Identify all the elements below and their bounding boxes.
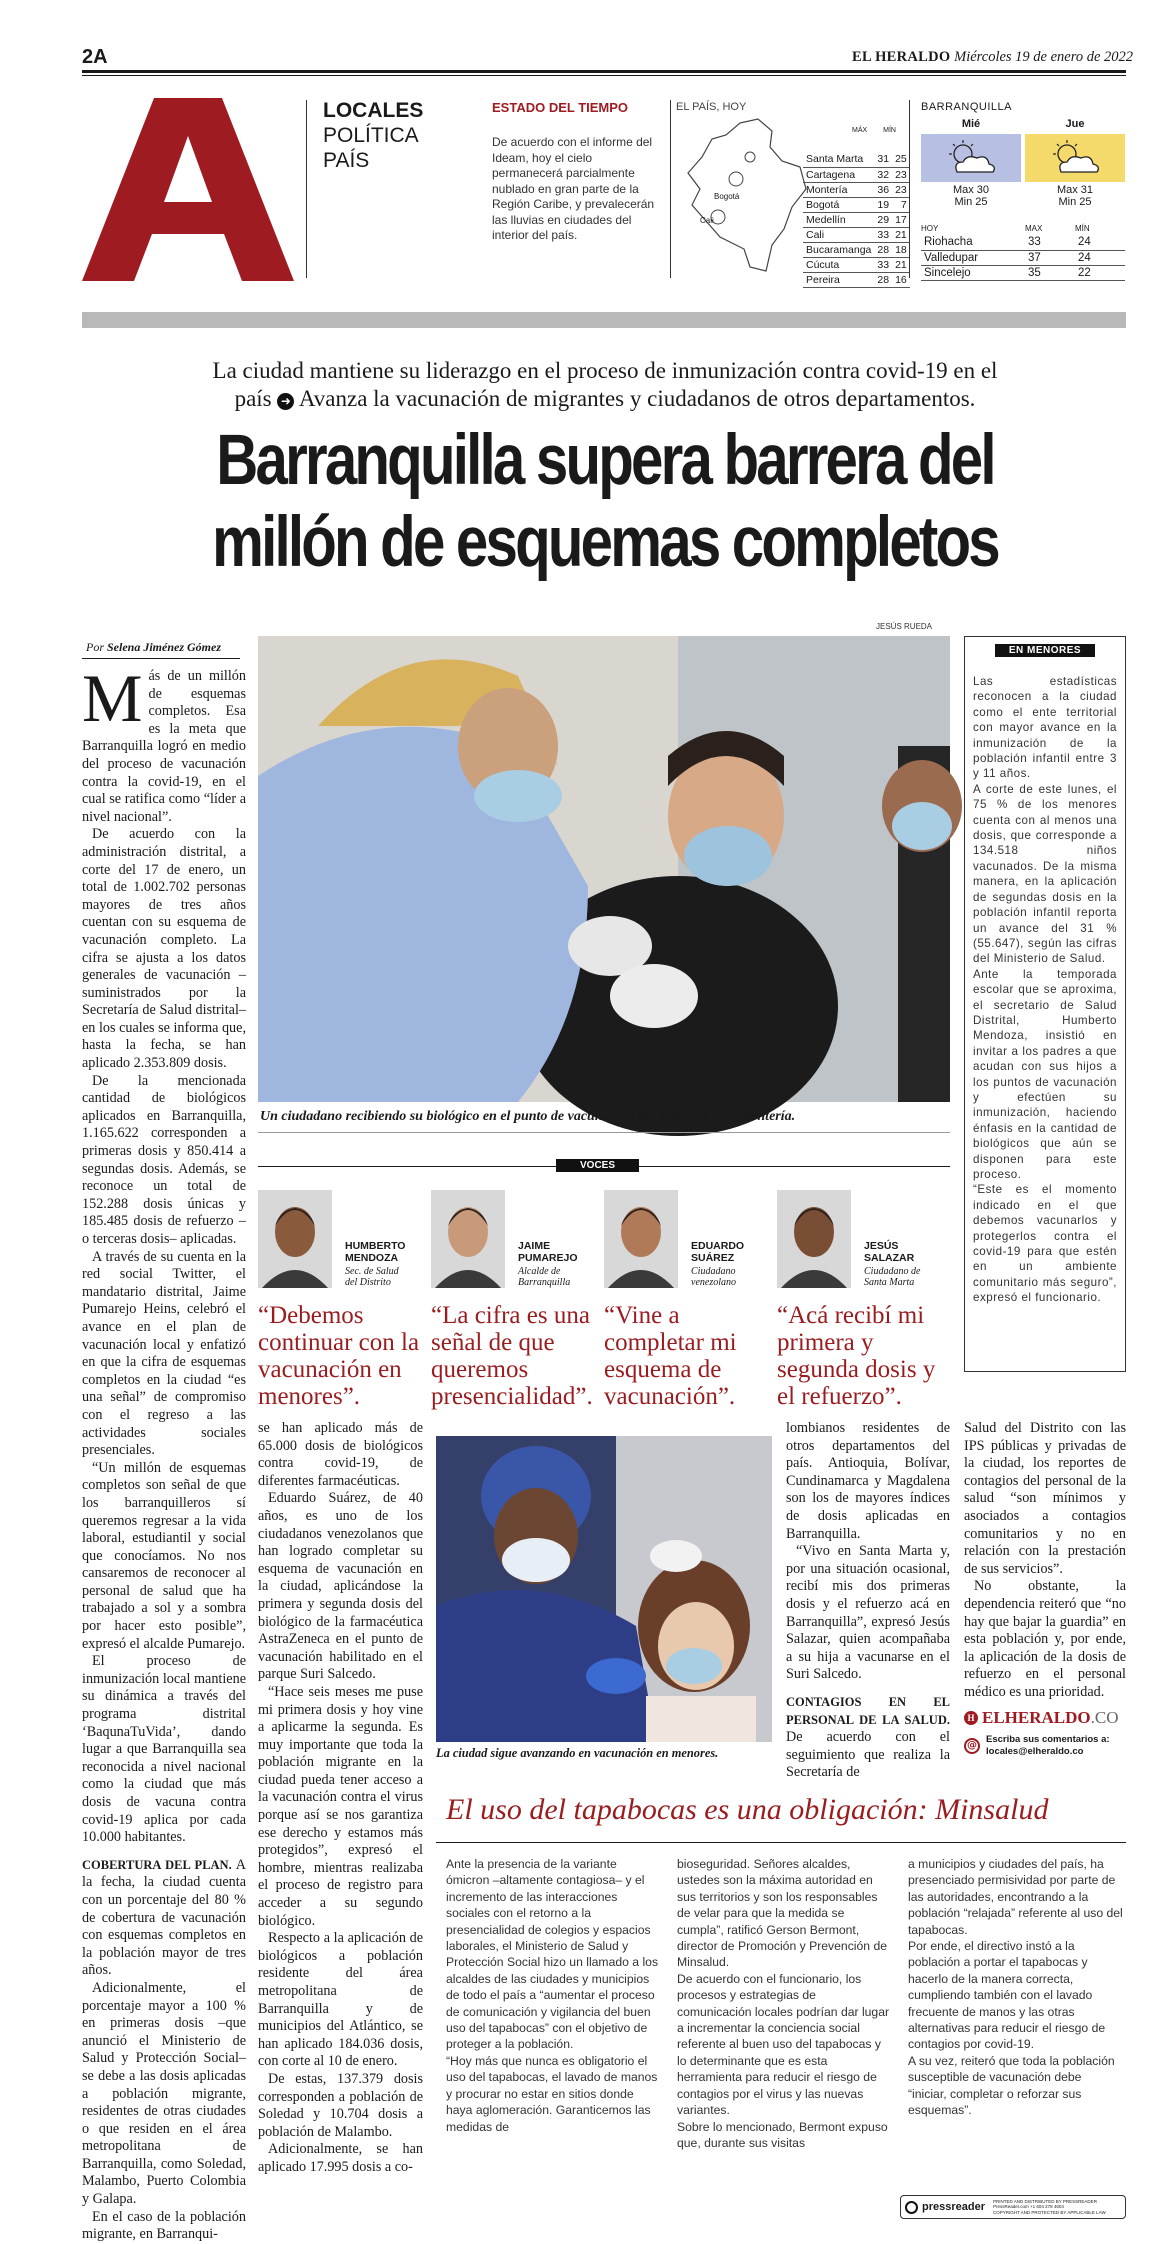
tapabocas-paragraph: a municipios y ciudades del país, ha presenciado permisividad por parte de las autoridades, encontrando a la población “relajada” referente al uso del tapabocas. (908, 1857, 1123, 1937)
voz-portrait (258, 1190, 332, 1288)
voz-last-name: SALAZAR (864, 1252, 915, 1264)
paper-name: EL HERALDO (852, 49, 951, 65)
subhead-paragraph (82, 1857, 246, 1980)
forecast-day-panel (921, 134, 1021, 182)
top-rule (82, 70, 1126, 73)
section-pais: PAÍS (323, 149, 370, 172)
tapabocas-paragraph: De acuerdo con el funcionario, los procesos y estrategias de comunicación locales podrían dar lugar a incrementar la conciencia social referente al buen uso del tapabocas y lo determinante que es esta herramienta para reducir el riesgo de contagios por el virus y las nuevas variantes. (677, 1971, 890, 2118)
voz-role-line-2: Barranquilla (518, 1277, 571, 1288)
city-row (803, 272, 910, 287)
vaccination-scene-illustration (258, 636, 950, 1102)
kicker (100, 357, 1110, 413)
city-max: 28 (874, 242, 892, 257)
regional-row (921, 250, 1125, 265)
city-name: Cúcuta (803, 257, 874, 272)
voz-name (345, 1240, 405, 1264)
regional-table-header (921, 224, 1125, 233)
tapabocas-paragraph: Por ende, el directivo instó a la población a portar el tapabocas y hacerlo de la manera correcta, cumpliendo también con el lavado frecuente de manos y las otras alternativas para reducir el riesgo de contagios por covid-19. (908, 1939, 1106, 2052)
voces-title: VOCES (556, 1159, 639, 1172)
city-min: 7 (892, 197, 910, 212)
promo-contact-row (964, 1734, 1126, 1758)
article-column-1 (82, 660, 247, 2243)
city-row (803, 152, 910, 167)
portrait-illustration (777, 1190, 851, 1288)
city-row (803, 227, 910, 242)
body-paragraph: Adicionalmente, se han aplicado 17.995 dosis a co- (258, 2141, 423, 2175)
body-paragraph: Adicionalmente, el porcentaje mayor a 100 % en primeras dosis –que anunció el Ministerio de Salud y Protección Social– se debe a las dosis aplicadas a población migrante, residentes de otras ciudades o que residen en el área metropolitana de Barranquilla, como Soledad, Malambo, Puerto Colombia y Galapa. (82, 1979, 246, 2208)
city-max: 29 (874, 212, 892, 227)
section-list (323, 98, 423, 173)
body-paragraph: El proceso de inmunización local mantiene su dinámica a través del programa distrital ‘BaqunaTuVida’, dando lugar a que Barranquilla sea reconocida a nivel nacional como la ciudad que más dosis de vacuna contra covid-19 aplica por cada 10.000 habitantes. (82, 1653, 246, 1846)
legal-line-3: COPYRIGHT AND PROTECTED BY APPLICABLE LAW (993, 2209, 1106, 2215)
city-row (803, 197, 910, 212)
pressreader-legal (993, 2199, 1106, 2216)
second-photo (436, 1436, 772, 1742)
city-name: Montería (803, 182, 874, 197)
voz-role (345, 1266, 399, 1288)
voz-last-name: MENDOZA (345, 1252, 399, 1264)
forecast-day-panel (1025, 134, 1125, 182)
promo-brand-row (964, 1708, 1126, 1728)
voz-quote: “Debemos continuar con la vacunación en menores”. (258, 1302, 420, 1410)
regional-min: 22 (1075, 265, 1125, 280)
city-name: Bogotá (803, 197, 874, 212)
arrow-circle-icon: ➜ (277, 393, 294, 410)
lead-text: ás de un millón de esquemas completos. Esa es la meta que Barranquilla logró en medio del proceso de vacunación contra la covid-19, en el cual se ratifica como “líder a nivel nacional”. (82, 668, 246, 825)
body-paragraph: “Un millón de esquemas completos son señal de que los barranquilleros sí queremos regresar a la vida laboral, estudiantil y social que conocíamos. No nos cansaremos de reconocer al personal de salud que ha trabajado a sol y a sombra por hacer esto posible”, expresó el alcalde Pumarejo. (82, 1459, 246, 1652)
voz-role-line-2: del Distrito (345, 1277, 391, 1288)
body-paragraph: Respecto a la aplicación de biológicos a población residente del área metropolitana de Barranquilla y de municipios del Atlántico, se han aplicado 184.036 dosis, con corte al 10 de enero. (258, 1930, 423, 2070)
voz-portrait (604, 1190, 678, 1288)
headline-line-1: Barranquilla supera barrera del (216, 421, 994, 500)
weather-divider (670, 100, 671, 278)
col-max: MÁX (852, 127, 868, 134)
promo-box (964, 1708, 1126, 1768)
city-row (803, 167, 910, 182)
byline-rule (82, 658, 240, 659)
kicker-line-2 (100, 385, 1110, 413)
body-paragraph: No obstante, la dependencia reiteró que “no hay que bajar la guardia” en esta población y, por ende, la aplicación de la dosis de refuerzo en el personal médico es una prioridad. (964, 1578, 1126, 1700)
city-table-header (852, 127, 896, 134)
headline-line-2: millón de esquemas completos (212, 503, 998, 582)
partly-cloudy-icon (943, 140, 999, 176)
portrait-illustration (431, 1190, 505, 1288)
city-min: 18 (892, 242, 910, 257)
body-paragraph: Eduardo Suárez, de 40 años, es uno de los ciudadanos venezolanos que han logrado completar su esquema de vacunación en la ciudad, aplicándose la primera y segunda dosis del biológico de la farmacéutica AstraZeneca en el punto de vacunación habilitado en el parque Suri Salcedo. (258, 1490, 423, 1683)
sidebar-paragraph: A corte de este lunes, el 75 % de los menores cuenta con al menos una dosis, que corresponde a 134.518 niños vacunados. De la misma manera, en la aplicación de segundas dosis en la población infantil reporta un avance del 31 % (55.647), según las cifras del Ministerio de Salud. (973, 782, 1117, 966)
subhead-contagios: CONTAGIOS EN EL PERSONAL DE LA SALUD. (786, 1694, 950, 1727)
voz-first-name: HUMBERTO (345, 1240, 406, 1252)
city-row (803, 257, 910, 272)
page-number: 2A (82, 46, 108, 68)
voz-portrait (777, 1190, 851, 1288)
subhead-text: A la fecha, la ciudad cuenta con un porcentaje del 80 % de cobertura de vacunación con esquemas completos en la población mayor de tres años. (82, 1856, 247, 1979)
body-paragraph: De estas, 137.379 dosis corresponden a población de Soledad y 10.704 dosis a población de Malambo. (258, 2070, 423, 2140)
weather-divider-2 (909, 100, 910, 278)
subhead-paragraph (786, 1694, 950, 1782)
forecast-max: Max 30 (952, 184, 990, 196)
tapabocas-column-2 (677, 1856, 892, 2151)
byline-prefix: Por (86, 640, 104, 654)
section-divider (306, 100, 307, 278)
city-min: 21 (892, 227, 910, 242)
regional-max: 35 (1025, 265, 1075, 280)
article-column-2 (258, 1420, 423, 2200)
regional-temperature-table (921, 235, 1125, 281)
city-name: Santa Marta (803, 152, 874, 167)
city-name: Cali (803, 227, 874, 242)
city-max: 36 (874, 182, 892, 197)
city-table (803, 152, 907, 288)
tapabocas-paragraph: Ante la presencia de la variante ómicron –altamente contagiosa– y el incremento de las interacciones sociales con el retorno a la presencialidad de colegios y espacios laborales, el Ministerio de Salud y Protección Social hizo un llamado a los alcaldes de las ciudades y municipios de todo el país a “aumentar el proceso de comunicación y vigilancia del buen uso del tapabocas” con el objetivo de proteger a la población. (446, 1857, 659, 2052)
photo-credit: JESÚS RUEDA (876, 622, 933, 631)
voz-role (691, 1266, 736, 1288)
pressreader-footer (900, 2195, 1126, 2219)
subhead-cobertura: COBERTURA DEL PLAN. (82, 1857, 232, 1872)
city-row (803, 242, 910, 257)
promo-brand-name: ELHERALDO (982, 1708, 1091, 1727)
voz-first-name: JAIME (518, 1240, 551, 1252)
tapabocas-headline: El uso del tapabocas es una obligación: Minsalud (446, 1793, 1049, 1826)
kicker-country: país (234, 386, 272, 411)
subhead-text: De acuerdo con el seguimiento que realiza la Secretaría de (786, 1729, 950, 1781)
forecast-max: Max 31 (1056, 184, 1094, 196)
portrait-illustration (258, 1190, 332, 1288)
portrait-illustration (604, 1190, 678, 1288)
headline (191, 420, 1019, 584)
regional-min: 24 (1075, 250, 1125, 265)
city-max: 28 (874, 272, 892, 287)
forecast-day-label: Jue (1065, 118, 1085, 130)
promo-line-1: Escriba sus comentarios a: (986, 1734, 1110, 1745)
regional-city: Valledupar (921, 250, 1025, 265)
voz-quote: “La cifra es una señal de que queremos presencialidad”. (431, 1302, 593, 1410)
regional-city: Sincelejo (921, 265, 1025, 280)
local-title: BARRANQUILLA (921, 101, 1012, 113)
kicker-subline: Avanza la vacunación de migrantes y ciudadanos de otros departamentos. (298, 386, 976, 411)
city-name: Cartagena (803, 167, 874, 182)
city-max: 31 (874, 152, 892, 167)
voz-role (518, 1266, 570, 1288)
city-name: Bucaramanga (803, 242, 874, 257)
regional-min: 24 (1075, 235, 1125, 250)
promo-brand[interactable] (982, 1708, 1119, 1728)
weather-title: ESTADO DEL TIEMPO (492, 100, 629, 115)
forecast-day (1025, 118, 1125, 208)
section-letter-a (82, 98, 294, 281)
hoy-min: MÍN (1075, 224, 1090, 233)
body-paragraph: En el caso de la población migrante, en Barranqui- (82, 2208, 246, 2243)
regional-city: Riohacha (921, 235, 1025, 250)
tapabocas-paragraph: A su vez, reiteró que toda la población susceptible de vacunación debe “iniciar, completar o reforzar sus esquemas”. (908, 2053, 1115, 2118)
child-vaccination-illustration (436, 1436, 772, 1742)
city-name: Pereira (803, 272, 874, 287)
city-min: 17 (892, 212, 910, 227)
city-min: 16 (892, 272, 910, 287)
masthead-bottom-bar (82, 312, 1126, 328)
voz-first-name: JESÚS (864, 1240, 899, 1252)
byline (86, 640, 221, 655)
voz-first-name: EDUARDO (691, 1240, 745, 1252)
body-paragraph: A través de su cuenta en la red social Twitter, el mandatario distrital, Jaime Pumarejo Heins, celebró el avance en el plan de vacunación local y enfatizó en que la cifra de esquemas completos en la ciudad “es una señal” de compromiso con el regreso a las actividades sociales presenciales. (82, 1248, 246, 1459)
regional-row (921, 265, 1125, 280)
voz-portrait (431, 1190, 505, 1288)
country-label: EL PAÍS, HOY (676, 101, 747, 113)
tapabocas-column-3 (908, 1856, 1123, 2119)
issue-date: Miércoles 19 de enero de 2022 (954, 49, 1134, 65)
tapabocas-rule (436, 1842, 1126, 1843)
legal-line-1: PRINTED AND DISTRIBUTED BY PRESSREADER (993, 2198, 1097, 2204)
byline-name: Selena Jiménez Gómez (107, 640, 221, 654)
sidebar-box (964, 636, 1126, 1372)
sidebar-title: EN MENORES (995, 644, 1095, 657)
city-max: 33 (874, 257, 892, 272)
body-paragraph: De la mencionada cantidad de biológicos aplicados en Barranquilla, 1.165.622 corresponden a primeras dosis y 850.414 a segundas dosis. Además, se reconoce un total de 152.288 dosis únicas y 185.485 dosis de refuerzo –o terceras dosis– aplicadas. (82, 1072, 246, 1247)
voz-name (518, 1240, 578, 1264)
hoy-max: MAX (1025, 224, 1043, 233)
city-max: 33 (874, 227, 892, 242)
article-column-4 (964, 1420, 1126, 1710)
map-label-bogota: Bogotá (714, 192, 740, 201)
map-label-cali: Cali (700, 216, 714, 225)
city-temperature-table (803, 152, 910, 288)
city-row (803, 212, 910, 227)
pressreader-brand: pressreader (922, 2201, 985, 2213)
promo-email[interactable]: locales@elheraldo.co (986, 1746, 1084, 1757)
forecast-min: Min 25 (1058, 196, 1092, 208)
body-paragraph: “Hace seis meses me puse mi primera dosis y hoy vine a aplicarme la segunda. Es muy importante que toda la población migrante en la ciudad pueda tener acceso a la vacunación contra el virus porque así se nos garantiza ese derecho y estamos más protegidos”, expresó el hombre, mientras realizaba el proceso de registro para acceder a su segundo biológico. (258, 1683, 423, 1929)
voz-name (864, 1240, 914, 1264)
voz-quote: “Vine a completar mi esquema de vacunación”. (604, 1302, 737, 1410)
promo-brand-suffix: .CO (1090, 1708, 1119, 1727)
col-min: MÍN (883, 127, 896, 134)
main-caption: Un ciudadano recibiendo su biológico en el punto de vacunación del estadio Edgar Rentería. (260, 1109, 796, 1124)
regional-row (921, 235, 1125, 250)
regional-max: 33 (1025, 235, 1075, 250)
voz-last-name: SUÁREZ (691, 1252, 735, 1264)
lead-paragraph (82, 660, 246, 826)
city-max: 32 (874, 167, 892, 182)
second-caption: La ciudad sigue avanzando en vacunación en menores. (436, 1746, 719, 1760)
sidebar-paragraph: Las estadísticas reconocen a la ciudad como el ente territorial con mayor avance en la inmunización de la población infantil entre 3 y 11 años. (973, 675, 1117, 781)
city-max: 19 (874, 197, 892, 212)
kicker-line-1: La ciudad mantiene su liderazgo en el proceso de inmunización contra covid-19 en el (212, 358, 998, 383)
pressreader-logo-icon (905, 2201, 918, 2214)
voz-role (864, 1266, 920, 1288)
at-icon: @ (964, 1738, 980, 1754)
hoy-label: HOY (921, 224, 939, 233)
regional-table-wrap (921, 235, 1125, 281)
body-paragraph: De acuerdo con la administración distrital, a corte del 17 de enero, un total de 1.002.702 personas mayores de tres años cuentan con su esquema de vacunación completo. La cifra se ajusta a los datos generales de vacunación –suministrados por la Secretaría de Salud distrital– en los cuales se informa que, hasta la fecha, se han aplicado 2.353.809 dosis. (82, 826, 246, 1072)
tapabocas-paragraph: “Hoy más que nunca es obligatorio el uso del tapabocas, el lavado de manos y procurar no estar en sitios donde haya aglomeración. Garanticemos las medidas de (446, 2053, 658, 2134)
city-min: 25 (892, 152, 910, 167)
voz-role-line-1: Ciudadano de (864, 1266, 921, 1277)
voz-name (691, 1240, 744, 1264)
tapabocas-paragraph: Sobre lo mencionado, Bermont expuso que, durante sus visitas (677, 2119, 888, 2150)
caption-rule (258, 1132, 950, 1133)
section-politica: POLÍTICA (323, 124, 419, 147)
body-paragraph: “Vivo en Santa Marta y, por una situación ocasional, recibí mis dos primeras dosis y el refuerzo acá en Barranquilla”, expresó Jesús Salazar, quien acompañaba a su hija a vacunarse en el Suri Salcedo. (786, 1543, 950, 1683)
forecast-day-label: Mié (961, 118, 981, 130)
body-paragraph: Salud del Distrito con las IPS públicas y privadas de la ciudad, los reportes de contagios del personal de la salud “son mínimos y asociados a contagios comunitarios y no en relación con la prestación de sus servicios”. (964, 1420, 1126, 1577)
section-locales: LOCALES (323, 99, 424, 122)
voz-role-line-2: venezolano (691, 1277, 736, 1288)
voz-role-line-1: Ciudadano (691, 1266, 736, 1277)
voz-quote: “Acá recibí mi primera y segunda dosis y el refuerzo”. (777, 1302, 936, 1410)
main-photo (258, 636, 950, 1102)
sidebar-body (973, 674, 1117, 1306)
voz-role-line-1: Alcalde de (518, 1266, 561, 1277)
city-name: Medellín (803, 212, 874, 227)
tapabocas-paragraph: bioseguridad. Señores alcaldes, ustedes son la máxima autoridad en sus territorios y son los responsables de velar para que la medida se cumpla”, ratificó Gerson Bermont, director de Promoción y Prevención de Minsalud. (677, 1857, 888, 1970)
sidebar-paragraph: “Este es el momento indicado en el que debemos vacunarlos y protegerlos contra el covid-19 para que estén en un ambiente comunitario más seguro”, expresó el funcionario. (973, 1183, 1117, 1305)
heraldo-logo-icon: H (964, 1711, 978, 1725)
weather-text: De acuerdo con el informe del Ideam, hoy el cielo permanecerá parcialmente nublado en gran parte de la Región Caribe, y prevalecerán las lluvias en ciudades del interior del país. (492, 135, 655, 242)
top-rule-thin (82, 75, 1126, 76)
voz-role-line-2: Santa Marta (864, 1277, 915, 1288)
colombia-map (680, 117, 810, 277)
city-min: 21 (892, 257, 910, 272)
regional-max: 37 (1025, 250, 1075, 265)
city-min: 23 (892, 167, 910, 182)
sidebar-paragraph: Ante la temporada escolar que se aproxima, el secretario de Salud Distrital, Humberto Mendoza, insistió en invitar a los padres a que acudan con sus hijos a los puntos de vacunación y efectúen su inmunización, haciendo énfasis en la cantidad de biológicos que aún se disponen para este proceso. (973, 967, 1117, 1181)
sidebar-title-wrap (973, 640, 1117, 658)
tapabocas-column-1 (446, 1856, 661, 2135)
masthead-date-line (852, 49, 1133, 66)
body-paragraph: lombianos residentes de otros departamentos del país. Antioquia, Bolívar, Cundinamarca y Magdalena son los de mayores índices de dosis aplicadas en Barranquilla. (786, 1420, 950, 1542)
forecast-days (921, 118, 1125, 208)
legal-line-2: PressReader.com +1 604 278 4604 (993, 2204, 1064, 2210)
body-paragraph: se han aplicado más de 65.000 dosis de biológicos contra covid-19, de diferentes farmacéuticas. (258, 1420, 423, 1489)
partly-cloudy-icon (1047, 140, 1103, 176)
city-min: 23 (892, 182, 910, 197)
voz-last-name: PUMAREJO (518, 1252, 578, 1264)
city-row (803, 182, 910, 197)
voz-role-line-1: Sec. de Salud (345, 1266, 399, 1277)
promo-text (986, 1734, 1110, 1758)
article-column-3 (786, 1420, 950, 1781)
forecast-day (921, 118, 1021, 208)
forecast-min: Min 25 (954, 196, 988, 208)
dropcap: M (82, 660, 143, 736)
